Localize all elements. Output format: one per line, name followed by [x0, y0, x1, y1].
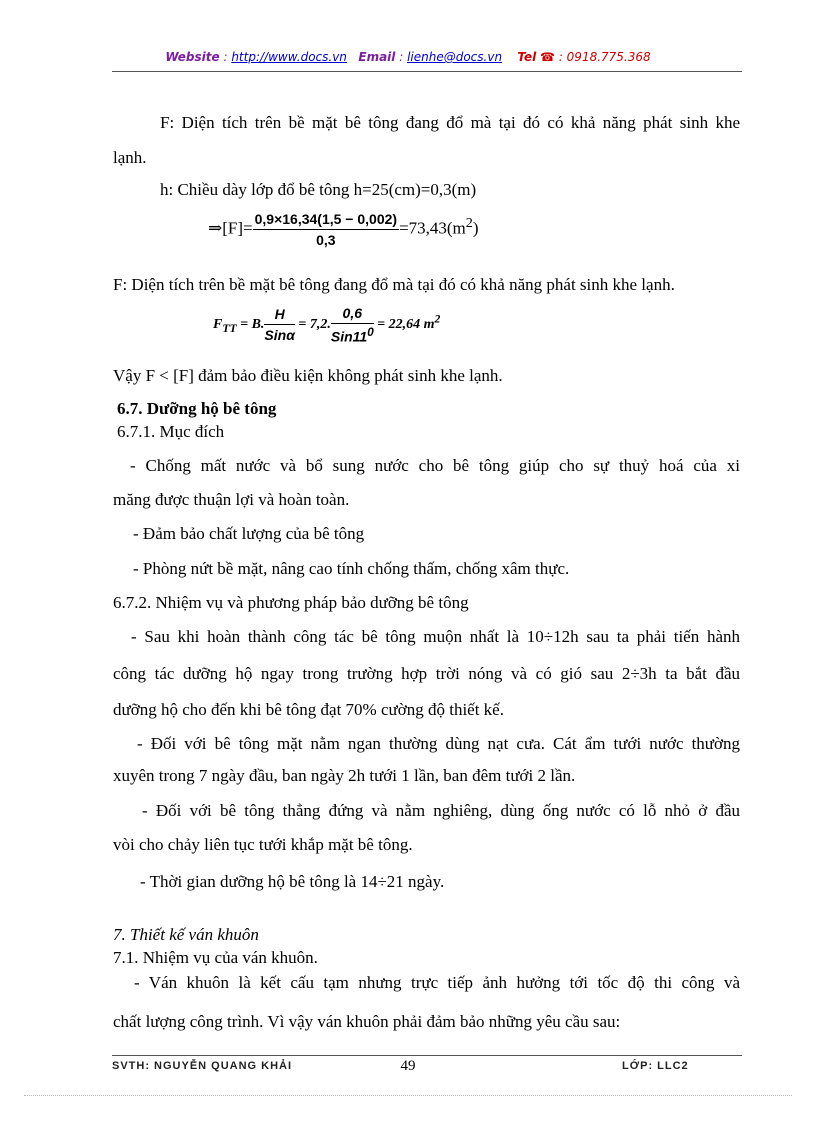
footer-rule	[112, 1055, 742, 1056]
formula2-frac1-den: Sinα	[264, 327, 295, 344]
formula2-eq3: = 22,64 m	[373, 317, 435, 333]
text-line: - Đảm bảo chất lượng của bê tông	[133, 524, 365, 543]
text-line: - Đối với bê tông mặt nằm ngan thường dùng nạt cưa. Cát ẩm tưới nước thường	[137, 734, 740, 753]
subsection-heading: 6.7.1. Mục đích	[117, 422, 225, 441]
tel-value: : 0918.775.368	[555, 50, 651, 64]
text-line: h: Chiều dày lớp đổ bê tông h=25(cm)=0,3(m)	[160, 180, 477, 199]
formula-numerator: 0,9×16,34(1,5 − 0,002)	[253, 211, 399, 230]
page-bottom-border	[24, 1095, 792, 1096]
email-label: Email	[358, 50, 396, 64]
text-line: - Sau khi hoàn thành công tác bê tông muộn nhất là 10÷12h sau ta phải tiến hành	[131, 627, 740, 646]
formula2-fraction2	[331, 305, 374, 345]
text-line: - Chống mất nước và bổ sung nước cho bê tông giúp cho sự thuỷ hoá của xi	[130, 456, 740, 475]
formula-close: )	[472, 218, 479, 238]
tel-label: Tel	[517, 50, 537, 64]
website-link[interactable]: http://www.docs.vn	[231, 50, 347, 64]
text-line: vòi cho chảy liên tục tưới khắp mặt bê tông.	[113, 835, 413, 854]
text-line: công tác dưỡng hộ ngay trong trường hợp trời nóng và có gió sau 2÷3h ta bắt đầu	[113, 664, 740, 683]
header-rule	[112, 71, 742, 72]
formula2-eq1: = B.	[236, 317, 265, 333]
formula2-fraction1	[264, 306, 294, 343]
formula-prefix: ⇒[F]=	[208, 218, 253, 238]
formula-result: =73,43(m	[399, 218, 466, 238]
formula2-frac2-num: 0,6	[331, 305, 374, 324]
formula2-eq3-sup: 2	[434, 312, 441, 326]
formula-allowable-area	[208, 211, 479, 248]
website-sep: :	[219, 50, 232, 64]
formula2-eq2: = 7,2.	[294, 317, 331, 333]
phone-icon: ☎	[540, 50, 555, 64]
page-number: 49	[400, 1058, 416, 1074]
formula2-frac1-num: H	[264, 306, 294, 325]
formula-fraction	[253, 211, 399, 248]
text-line: - Thời gian dưỡng hộ bê tông là 14÷21 ngày.	[140, 872, 445, 891]
text-line: - Phòng nứt bề mặt, nâng cao tính chống thấm, chống xâm thực.	[133, 559, 570, 578]
formula2-frac2-den-sup: 0	[367, 326, 374, 339]
text-line: Vậy F < [F] đảm bảo điều kiện không phát sinh khe lạnh.	[113, 366, 503, 385]
formula2-lhs-sub: TT	[222, 321, 237, 335]
text-line: lạnh.	[113, 148, 147, 167]
text-line: dưỡng hộ cho đến khi bê tông đạt 70% cường độ thiết kế.	[113, 700, 504, 719]
formula-denominator: 0,3	[316, 232, 336, 248]
text-line: - Đối với bê tông thẳng đứng và nằm nghiêng, dùng ống nước có lỗ nhỏ ở đầu	[142, 801, 740, 820]
section-heading: 6.7. Dưỡng hộ bê tông	[117, 399, 277, 418]
text-line: xuyên trong 7 ngày đầu, ban ngày 2h tưới 1 lần, ban đêm tưới 2 lần.	[113, 766, 576, 785]
formula2-frac2-den: Sin11	[330, 328, 368, 345]
page-header	[0, 50, 816, 64]
footer-class: LỚP: LLC2	[622, 1060, 689, 1072]
text-line: - Ván khuôn là kết cấu tạm nhưng trực tiếp ảnh hưởng tới tốc độ thi công và	[134, 973, 740, 992]
text-line: F: Diện tích trên bề mặt bê tông đang đổ mà tại đó có khả năng phát sinh khe	[160, 113, 740, 132]
formula-result-sup: 2	[465, 214, 473, 231]
text-line: F: Diện tích trên bề mặt bê tông đang đổ mà tại đó có khả năng phát sinh khe lạnh.	[113, 275, 675, 294]
section-heading: 7. Thiết kế ván khuôn	[113, 925, 259, 944]
text-line: chất lượng công trình. Vì vậy ván khuôn phải đảm bảo những yêu cầu sau:	[113, 1012, 621, 1031]
footer-student: SVTH: NGUYỄN QUANG KHẢI	[112, 1060, 293, 1072]
website-label: Website	[165, 50, 220, 64]
formula2-lhs: F	[213, 317, 223, 333]
text-line: măng được thuận lợi và hoàn toàn.	[113, 490, 350, 509]
email-sep: :	[395, 50, 408, 64]
subsection-heading: 7.1. Nhiệm vụ của ván khuôn.	[113, 948, 318, 967]
email-link[interactable]: lienhe@docs.vn	[407, 50, 503, 64]
subsection-heading: 6.7.2. Nhiệm vụ và phương pháp bảo dưỡng bê tông	[113, 593, 469, 612]
formula-actual-area	[213, 305, 440, 345]
